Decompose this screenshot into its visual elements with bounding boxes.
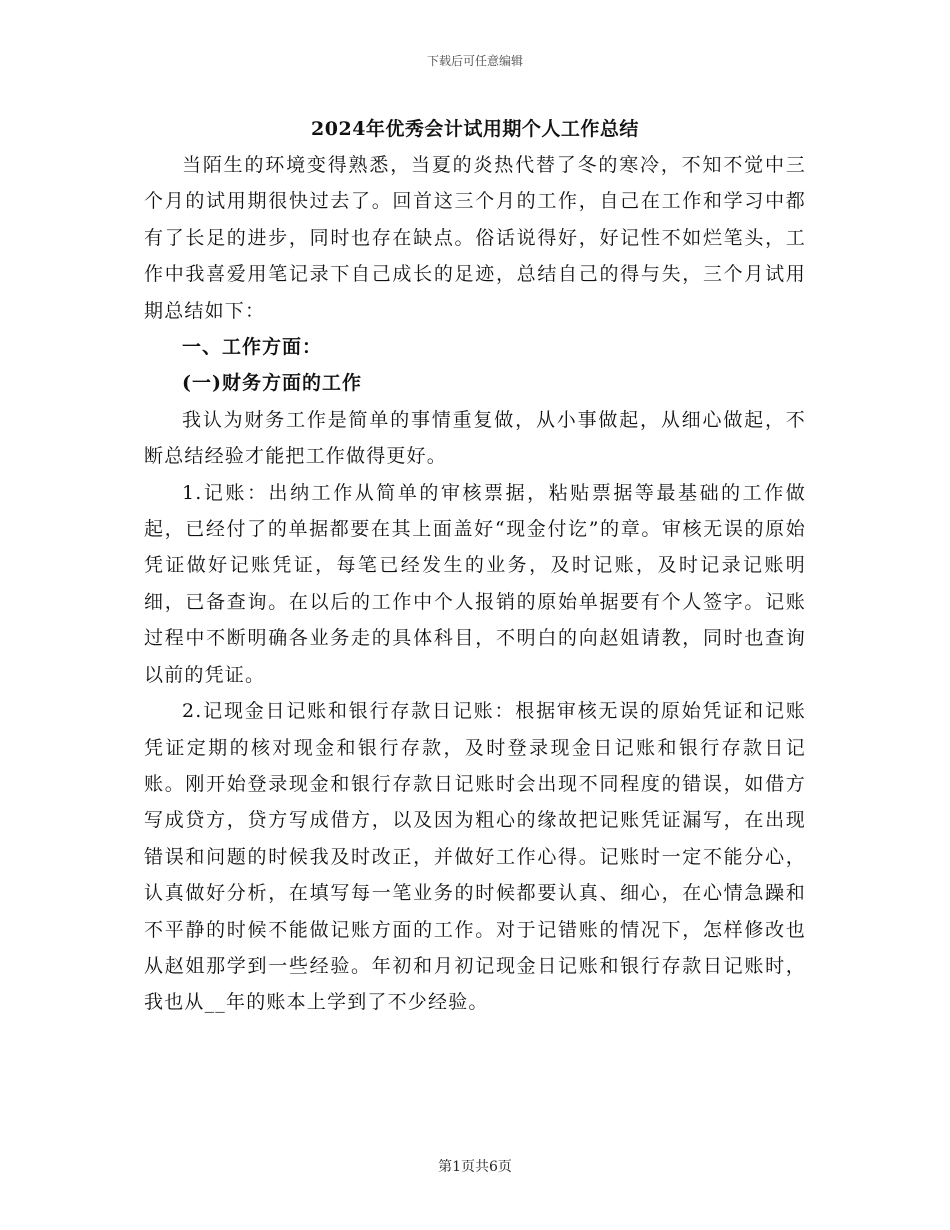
intro-paragraph: 当陌生的环境变得熟悉，当夏的炎热代替了冬的寒冷，不知不觉中三个月的试用期很快过去了。回首这三个月的工作，自己在工作和学习中都有了长足的进步，同时也存在缺点。俗话说得好，好记性不如烂笔头，工作中我喜爱用笔记录下自己成长的足迹，总结自己的得与失，三个月试用期总结如下： (144, 154, 806, 322)
subsection-heading-finance: (一)财务方面的工作 (182, 372, 362, 395)
section-heading-work: 一、工作方面： (182, 336, 323, 359)
bookkeeping-paragraph: 1.记账：出纳工作从简单的审核票据，粘贴票据等最基础的工作做起，已经付了的单据都要在其上面盖好“现金付讫”的章。审核无误的原始凭证做好记账凭证，每笔已经发生的业务，及时记账，及时记录记账明细，已备查询。在以后的工作中个人报销的原始单据要有个人签字。记账过程中不断明确各业务走的具体科目，不明白的向赵姐请教，同时也查询以前的凭证。 (144, 481, 806, 686)
document-title: 2024年优秀会计试用期个人工作总结 (311, 118, 639, 140)
finance-paragraph: 我认为财务工作是简单的事情重复做，从小事做起，从细心做起，不断总结经验才能把工作做得更好。 (144, 408, 806, 468)
journal-paragraph: 2.记现金日记账和银行存款日记账：根据审核无误的原始凭证和记账凭证定期的核对现金和银行存款，及时登录现金日记账和银行存款日记账。刚开始登录现金和银行存款日记账时会出现不同程度的错误，如借方写成贷方，贷方写成借方，以及因为粗心的缘故把记账凭证漏写，在出现错误和问题的时候我及时改正，并做好工作心得。记账时一定不能分心，认真做好分析，在填写每一笔业务的时候都要认真、细心，在心情急躁和不平静的时候不能做记账方面的工作。对于记错账的情况下，怎样修改也从赵姐那学到一些经验。年初和月初记现金日记账和银行存款日记账时，我也从__年的账本上学到了不少经验。 (144, 700, 806, 1014)
page-header-note: 下载后可任意编辑 (426, 54, 523, 68)
document-body (144, 147, 806, 1021)
page-number: 第1页共6页 (438, 1159, 512, 1175)
